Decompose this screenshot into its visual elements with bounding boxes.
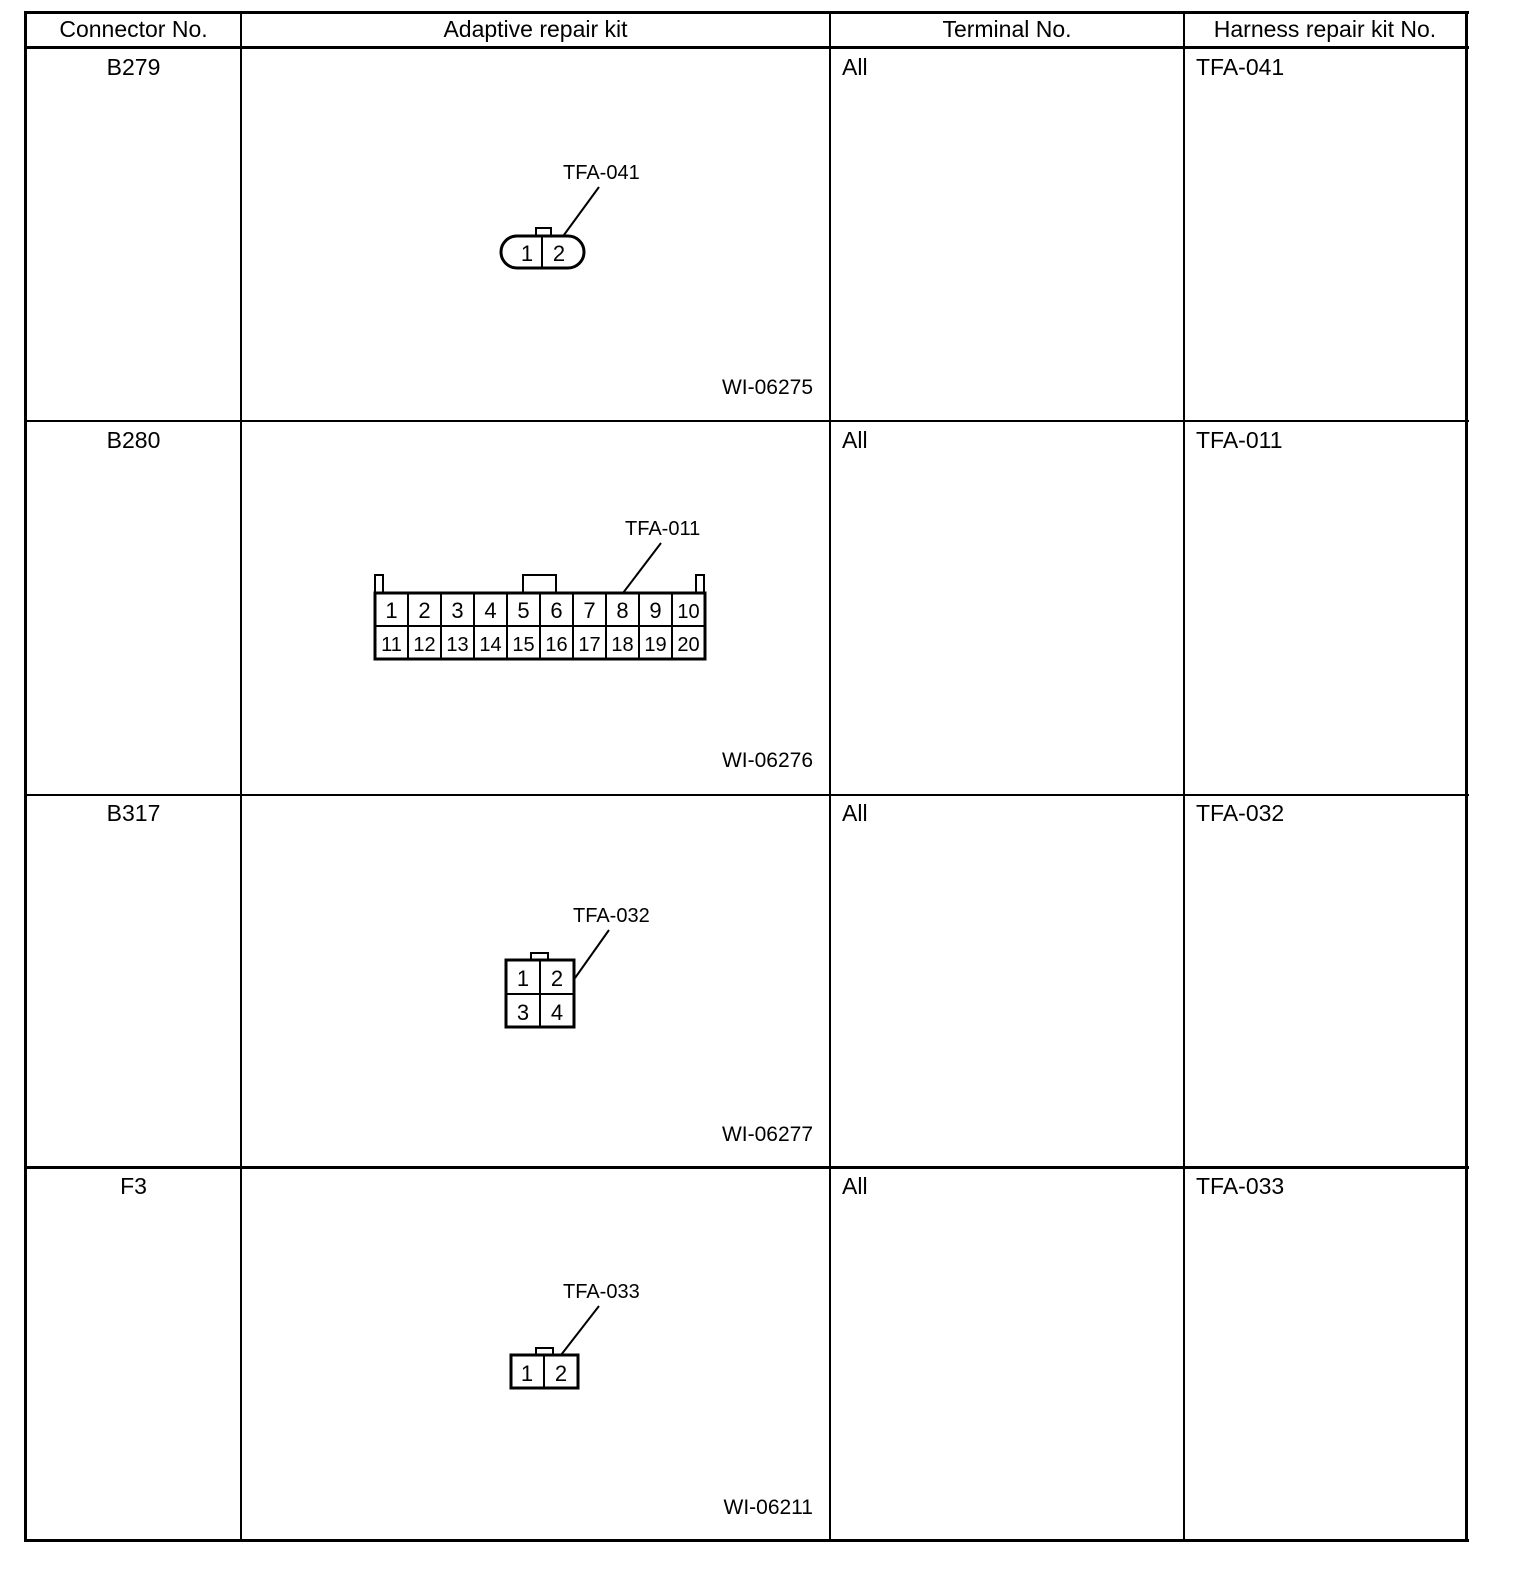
pin-grid (375, 593, 705, 659)
leader-line (575, 930, 609, 978)
connector-no-cell: B317 (106, 800, 161, 826)
pin-label: 6 (550, 598, 563, 623)
terminal-no-cell: All (842, 54, 868, 80)
figure-id: WI-06211 (723, 1496, 813, 1519)
connector-drawing (243, 49, 829, 419)
column-divider (829, 11, 831, 1542)
header-adaptive-repair-kit: Adaptive repair kit (443, 16, 628, 42)
pin-label: 15 (512, 634, 535, 656)
pin-label: 1 (520, 1361, 534, 1386)
pin-label: 12 (413, 634, 436, 656)
kit-callout-label: TFA-041 (563, 162, 640, 184)
pin-label: 17 (578, 634, 601, 656)
pin-label: 13 (446, 634, 469, 656)
pin-label: 8 (616, 598, 629, 623)
kit-callout-label: TFA-011 (625, 518, 701, 540)
pin-label: 16 (545, 634, 568, 656)
harness-kit-no-cell: TFA-032 (1196, 800, 1285, 826)
connector-drawing (243, 422, 829, 792)
header-harness-repair-kit-no: Harness repair kit No. (1213, 16, 1437, 42)
pin-label: 19 (644, 634, 667, 656)
connector-diagram-svg (243, 422, 829, 792)
terminal-no-cell: All (842, 427, 868, 453)
connector-diagram-svg (243, 49, 829, 419)
pin-label: 11 (381, 634, 402, 656)
connector-drawing (243, 1169, 829, 1539)
leader-line (623, 543, 661, 593)
harness-kit-no-cell: TFA-033 (1196, 1173, 1285, 1199)
pin-label: 2 (418, 598, 431, 623)
leader-line (561, 187, 599, 239)
connector-no-cell: B279 (106, 54, 161, 80)
pin-label: 18 (611, 634, 634, 656)
locking-tab (523, 575, 556, 593)
kit-callout-label: TFA-032 (573, 905, 650, 927)
table-border-left (24, 11, 27, 1542)
pin-label: 2 (552, 241, 566, 266)
leader-line (561, 1306, 599, 1355)
pin-label: 9 (649, 598, 662, 623)
pin-label: 5 (517, 598, 530, 623)
figure-id: WI-06275 (721, 376, 813, 399)
pin-label: 4 (484, 598, 497, 623)
pin-label: 1 (516, 966, 530, 991)
pin-label: 1 (385, 598, 398, 623)
pin-label: 20 (677, 634, 700, 656)
pin-label: 3 (516, 1000, 530, 1025)
connector-drawing (243, 796, 829, 1166)
header-connector-no: Connector No. (59, 16, 208, 42)
column-divider (1183, 11, 1185, 1542)
pin-label: 10 (677, 601, 700, 623)
harness-kit-no-cell: TFA-011 (1196, 427, 1283, 453)
terminal-no-cell: All (842, 1173, 868, 1199)
harness-kit-no-cell: TFA-041 (1196, 54, 1285, 80)
table-border-right (1465, 11, 1468, 1542)
connector-diagram-svg (243, 1169, 829, 1539)
connector-diagram-svg (243, 796, 829, 1166)
pin-label: 3 (451, 598, 464, 623)
pin-label: 14 (479, 634, 502, 656)
side-latch (696, 575, 704, 593)
terminal-no-cell: All (842, 800, 868, 826)
pin-label: 2 (554, 1361, 568, 1386)
pin-label: 1 (520, 241, 534, 266)
connector-no-cell: F3 (120, 1173, 147, 1199)
pin-label: 4 (550, 1000, 564, 1025)
header-terminal-no: Terminal No. (942, 16, 1072, 42)
pin-label: 2 (550, 966, 564, 991)
column-divider (240, 11, 242, 1542)
connector-no-cell: B280 (106, 427, 161, 453)
side-latch (375, 575, 383, 593)
kit-callout-label: TFA-033 (563, 1281, 640, 1303)
figure-id: WI-06276 (721, 749, 813, 772)
figure-id: WI-06277 (721, 1123, 813, 1146)
pin-label: 7 (583, 598, 596, 623)
